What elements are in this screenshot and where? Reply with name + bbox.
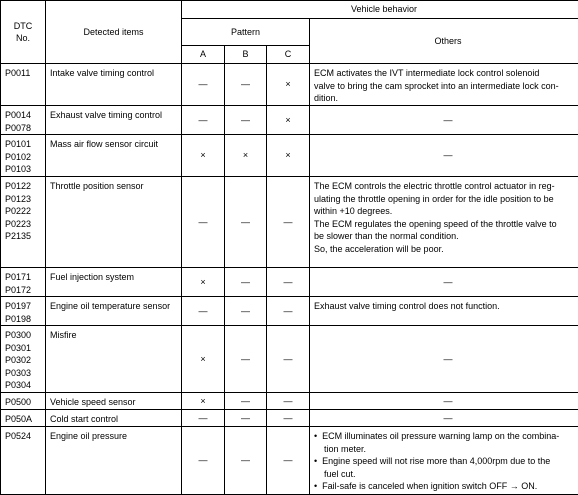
header-dtc-no-text: DTC No. xyxy=(13,20,33,43)
dtc-code: P0302 xyxy=(5,355,32,365)
others-line: be slower than the normal condition. xyxy=(314,231,459,241)
detected-item-cell: Mass air flow sensor circuit xyxy=(46,135,182,177)
dtc-code: P0103 xyxy=(5,164,32,174)
bullet-text: ECM illuminates oil pressure warning lamp on the combina- xyxy=(322,431,560,441)
pattern-a-cell: × xyxy=(182,135,225,177)
others-cell: — xyxy=(310,106,578,135)
header-pattern-b: B xyxy=(225,46,267,64)
pattern-c-cell: × xyxy=(267,64,310,106)
detected-item-cell: Intake valve timing control xyxy=(46,64,182,106)
header-pattern-text: Pattern xyxy=(230,26,261,37)
bullet-glyph: • xyxy=(314,431,318,441)
table-row xyxy=(1,106,578,135)
dtc-code: P0171 xyxy=(5,272,32,282)
others-line: within +10 degrees. xyxy=(314,206,393,216)
dtc-code: P0078 xyxy=(5,122,32,133)
others-line: So, the acceleration will be poor. xyxy=(314,243,444,254)
table-row xyxy=(1,268,578,297)
detected-item-cell: Cold start control xyxy=(46,410,182,427)
others-bullet-item xyxy=(314,480,578,493)
dtc-code: P0304 xyxy=(5,380,32,390)
dtc-cell xyxy=(1,297,46,326)
pattern-b-cell: × xyxy=(225,135,267,177)
bullet-text: tion meter. xyxy=(324,443,367,454)
others-cell xyxy=(310,427,578,495)
others-bullet-item xyxy=(314,455,578,480)
pattern-a-cell: — xyxy=(182,410,225,427)
header-vehicle-behavior-text: Vehicle behavior xyxy=(351,4,418,15)
pattern-c-cell: — xyxy=(267,393,310,410)
dtc-code: P2135 xyxy=(5,231,32,241)
table-row xyxy=(1,393,578,410)
header-pattern-c: C xyxy=(267,46,310,64)
table-row xyxy=(1,64,578,106)
dtc-code: P0197 xyxy=(5,301,32,311)
dtc-cell xyxy=(1,393,46,410)
dtc-code: P0102 xyxy=(5,151,32,162)
dtc-code: P0172 xyxy=(5,284,32,295)
table-row xyxy=(1,427,578,495)
pattern-a-cell: — xyxy=(182,177,225,268)
others-bullet-item xyxy=(314,430,578,455)
table-row xyxy=(1,135,578,177)
dtc-cell xyxy=(1,106,46,135)
bullet-glyph: • xyxy=(314,456,318,466)
others-cell: — xyxy=(310,410,578,427)
pattern-a-cell: — xyxy=(182,297,225,326)
pattern-b-cell: — xyxy=(225,326,267,393)
dtc-cell xyxy=(1,326,46,393)
pattern-a-cell: — xyxy=(182,64,225,106)
dtc-code: P0222 xyxy=(5,206,32,216)
others-line: ulating the throttle opening in order for the idle position to be xyxy=(314,193,554,204)
dtc-code: P0011 xyxy=(5,68,31,78)
pattern-c-cell: — xyxy=(267,177,310,268)
header-others-text: Others xyxy=(434,35,462,46)
dtc-code: P0198 xyxy=(5,313,32,324)
pattern-c-cell: — xyxy=(267,326,310,393)
header-pattern xyxy=(182,19,310,46)
dtc-code: P0500 xyxy=(5,397,32,407)
dtc-code: P0303 xyxy=(5,367,32,378)
others-line: dition. xyxy=(314,93,339,103)
pattern-b-cell: — xyxy=(225,393,267,410)
dtc-cell xyxy=(1,268,46,297)
others-line: The ECM regulates the opening speed of the throttle valve to xyxy=(314,218,557,229)
detected-item-cell: Vehicle speed sensor xyxy=(46,393,182,410)
table-row xyxy=(1,326,578,393)
others-cell: — xyxy=(310,393,578,410)
pattern-c-cell: — xyxy=(267,410,310,427)
others-cell: — xyxy=(310,268,578,297)
others-line: ECM activates the IVT intermediate lock control solenoid xyxy=(314,68,540,78)
dtc-cell xyxy=(1,135,46,177)
pattern-b-cell: — xyxy=(225,297,267,326)
others-cell: — xyxy=(310,135,578,177)
detected-item-cell: Exhaust valve timing control xyxy=(46,106,182,135)
bullet-text: Engine speed will not rise more than 4,000rpm due to the xyxy=(322,456,551,466)
pattern-b-cell: — xyxy=(225,106,267,135)
table-row xyxy=(1,410,578,427)
pattern-a-cell: × xyxy=(182,393,225,410)
dtc-cell xyxy=(1,177,46,268)
dtc-cell xyxy=(1,410,46,427)
pattern-b-cell: — xyxy=(225,427,267,495)
others-cell xyxy=(310,177,578,268)
header-others xyxy=(310,19,578,64)
pattern-b-cell: — xyxy=(225,64,267,106)
bullet-text: Fail-safe is canceled when ignition switch OFF → ON. xyxy=(322,481,538,491)
dtc-code: P0301 xyxy=(5,342,32,353)
header-pattern-a: A xyxy=(182,46,225,64)
detected-item-cell: Throttle position sensor xyxy=(46,177,182,268)
others-cell: — xyxy=(310,326,578,393)
dtc-code: P0123 xyxy=(5,193,32,204)
pattern-a-cell: — xyxy=(182,427,225,495)
bullet-text: fuel cut. xyxy=(324,468,356,479)
pattern-c-cell: × xyxy=(267,135,310,177)
table-row xyxy=(1,297,578,326)
detected-item-cell: Fuel injection system xyxy=(46,268,182,297)
pattern-a-cell: — xyxy=(182,106,225,135)
dtc-code: P0101 xyxy=(5,139,32,149)
others-line: The ECM controls the electric throttle control actuator in reg- xyxy=(314,181,555,191)
detected-item-cell: Misfire xyxy=(46,326,182,393)
dtc-code: P0524 xyxy=(5,431,32,441)
dtc-code: P0122 xyxy=(5,181,32,191)
header-detected-items xyxy=(46,1,182,64)
dtc-code: P050A xyxy=(5,414,33,424)
dtc-code: P0300 xyxy=(5,330,32,340)
pattern-c-cell: — xyxy=(267,268,310,297)
bullet-glyph: • xyxy=(314,481,318,491)
pattern-b-cell: — xyxy=(225,268,267,297)
header-dtc-no xyxy=(1,1,46,64)
others-cell xyxy=(310,64,578,106)
dtc-cell xyxy=(1,427,46,495)
pattern-c-cell: × xyxy=(267,106,310,135)
pattern-a-cell: × xyxy=(182,326,225,393)
pattern-b-cell: — xyxy=(225,410,267,427)
header-detected-items-text: Detected items xyxy=(83,26,144,37)
pattern-a-cell: × xyxy=(182,268,225,297)
detected-item-cell: Engine oil temperature sensor xyxy=(46,297,182,326)
detected-item-cell: Engine oil pressure xyxy=(46,427,182,495)
dtc-code: P0014 xyxy=(5,110,32,120)
others-line: Exhaust valve timing control does not function. xyxy=(314,301,500,311)
header-vehicle-behavior xyxy=(182,1,578,19)
dtc-cell xyxy=(1,64,46,106)
pattern-b-cell: — xyxy=(225,177,267,268)
dtc-code: P0223 xyxy=(5,218,32,229)
pattern-c-cell: — xyxy=(267,427,310,495)
others-line: valve to bring the cam sprocket into an intermediate lock con- xyxy=(314,80,559,91)
others-cell xyxy=(310,297,578,326)
pattern-c-cell: — xyxy=(267,297,310,326)
table-row xyxy=(1,177,578,268)
